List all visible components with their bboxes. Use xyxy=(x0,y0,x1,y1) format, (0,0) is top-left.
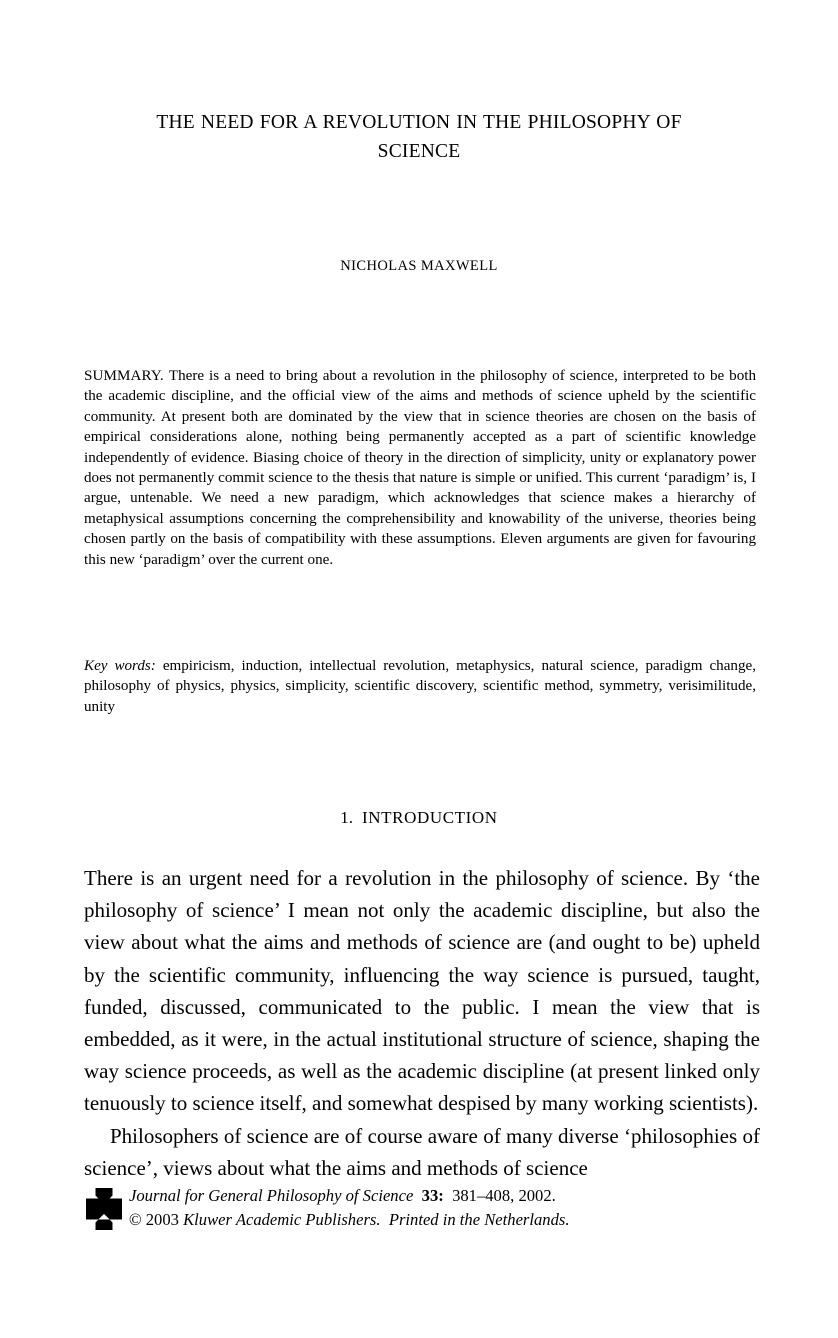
keywords-block xyxy=(84,656,756,717)
abstract-label: SUMMARY. xyxy=(84,368,164,384)
footer-publisher: Kluwer Academic Publishers. xyxy=(183,1210,381,1229)
section-title: INTRODUCTION xyxy=(362,808,498,827)
body-paragraph-2: Philosophers of science are of course aware of many diverse ‘philosophies of science’, views about what the aims and methods of science xyxy=(84,1123,760,1180)
abstract-block xyxy=(84,366,756,570)
footer-lines xyxy=(129,1184,749,1232)
title-line-2: SCIENCE xyxy=(377,141,461,162)
keywords-text: empiricism, induction, intellectual revolution, metaphysics, natural science, paradigm change, philosophy of physics, physics, simplicity, scientific discovery, scientific method, symmetry, verisimilitude, unity xyxy=(84,658,756,715)
keywords-label: Key words: xyxy=(84,658,156,674)
page-title xyxy=(84,108,754,166)
author-name: NICHOLAS MAXWELL xyxy=(340,258,498,274)
footer-volume: 33: xyxy=(421,1186,444,1205)
footer-journal-line xyxy=(129,1184,749,1208)
section-heading-introduction xyxy=(84,808,754,828)
body-text xyxy=(84,862,760,1184)
footer-journal-title: Journal for General Philosophy of Science xyxy=(129,1186,414,1205)
footer-pages: 381–408, 2002. xyxy=(452,1186,556,1205)
kluwer-logo xyxy=(84,1186,124,1232)
footer-copyright-line xyxy=(129,1208,749,1232)
title-line-1: THE NEED FOR A REVOLUTION IN THE PHILOSOPHY OF xyxy=(156,112,682,133)
section-number: 1. xyxy=(340,808,354,827)
abstract-text: There is a need to bring about a revolution in the philosophy of science, interpreted to be both the academic discipline, and the official view of the aims and methods of science upheld by the scientific community. At present both are dominated by the view that in science theories are chosen on the basis of empirical considerations alone, nothing being permanently accepted as a part of scientific knowledge independently of evidence. Biasing choice of theory in the direction of simplicity, unity or explanatory power does not permanently commit science to the thesis that nature is simple or unified. This current ‘paradigm’ is, I argue, untenable. We need a new paradigm, which acknowledges that science makes a hierarchy of metaphysical assumptions concerning the comprehensibility and knowability of the universe, theories being chosen partly on the basis of compatibility with these assumptions. Eleven arguments are given for favouring this new ‘paradigm’ over the current one. xyxy=(84,368,756,568)
footer-printed: Printed in the Netherlands. xyxy=(388,1210,570,1229)
footer-copyright-mark: © 2003 xyxy=(129,1210,179,1229)
body-paragraph-1: There is an urgent need for a revolution in the philosophy of science. By ‘the philosophy of science’ I mean not only the academic discipline, but also the view about what the aims and methods of science are (and ought to be) upheld by the scientific community, influencing the way science is pursued, taught, funded, discussed, communicated to the public. I mean the view that is embedded, as it were, in the actual institutional structure of science, shaping the way science proceeds, as well as the academic discipline (at present linked only tenuously to science itself, and somewhat despised by many working scientists). xyxy=(84,866,760,1116)
